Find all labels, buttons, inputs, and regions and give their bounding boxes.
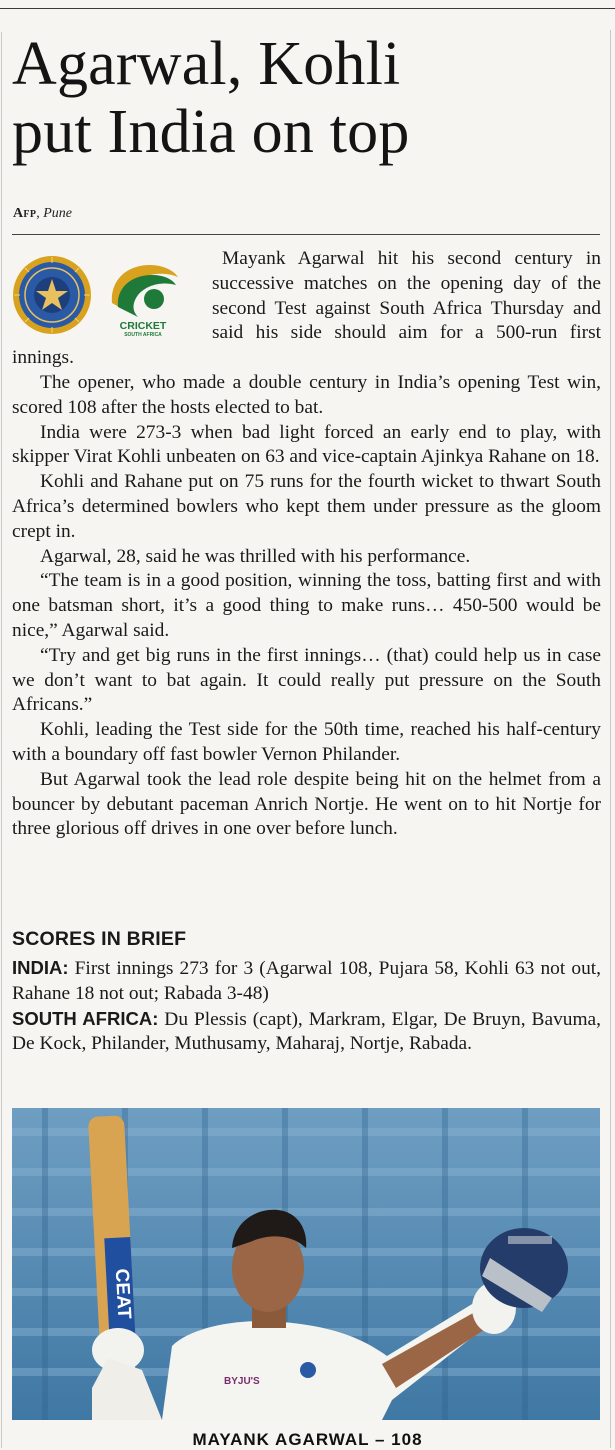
scores-heading: SCORES IN BRIEF bbox=[12, 928, 187, 950]
headline-line-2: put India on top bbox=[12, 98, 410, 166]
byline: Afp, Pune bbox=[13, 206, 72, 221]
photo-agarwal-celebrating bbox=[12, 1108, 600, 1420]
article-paragraph-9: But Agarwal took the lead role despite being hit on the helmet from a bouncer by debutant paceman Anrich Nortje. He went on to hit Nortje for three glorious off drives in one over before lunch. bbox=[12, 768, 601, 840]
bat-brand-label: CEAT bbox=[110, 1268, 135, 1320]
scores-sa-text: Du Plessis (capt), Markram, Elgar, De Bruyn, Bavuma, De Kock, Philander, Muthusamy, Maharaj, Nortje, Rabada. bbox=[12, 1008, 601, 1055]
scores-sa-label: SOUTH AFRICA: bbox=[12, 1007, 159, 1029]
scores-india bbox=[12, 956, 601, 1007]
article-paragraph-2: The opener, who made a double century in India’s opening Test win, scored 108 after the hosts elected to bat. bbox=[12, 371, 601, 418]
shirt-sponsor-label: BYJU'S bbox=[224, 1376, 260, 1387]
csa-wordmark: CRICKET bbox=[119, 320, 167, 332]
article-paragraph-7: “Try and get big runs in the first innings… (that) could help us in case we don’t want to bat again. It could really put pressure on the South Africans.” bbox=[12, 644, 601, 716]
top-rule bbox=[0, 8, 615, 9]
photo-caption: MAYANK AGARWAL – 108 bbox=[192, 1430, 423, 1449]
scores-india-text: First innings 273 for 3 (Agarwal 108, Pujara 58, Kohli 63 not out, Rahane 18 not out; Rabada 3-48) bbox=[12, 958, 601, 1004]
article-paragraph-8: Kohli, leading the Test side for the 50th time, reached his half-century with a boundary off fast bowler Vernon Philander. bbox=[12, 719, 601, 765]
headline-line-1: Agarwal, Kohli bbox=[12, 30, 401, 98]
scores-in-brief bbox=[12, 956, 601, 1057]
article-paragraph-1: Mayank Agarwal hit his second century in successive matches on the opening day of the second Test against South Africa Thursday and said his side should aim for a 500-run first innings. bbox=[12, 248, 601, 369]
byline-city: Pune bbox=[43, 206, 72, 221]
column-rule-left bbox=[1, 32, 2, 1448]
scores-india-label: INDIA: bbox=[12, 957, 69, 978]
article-paragraph-4: Kohli and Rahane put on 75 runs for the fourth wicket to thwart South Africa’s determined bowlers who kept them under pressure as the gloom crept in. bbox=[12, 471, 601, 542]
bcci-logo-icon bbox=[12, 255, 92, 335]
column-rule-right bbox=[610, 30, 611, 1448]
scores-south-africa bbox=[12, 1007, 601, 1058]
article-paragraph-3: India were 273-3 when bad light forced an early end to play, with skipper Virat Kohli unbeaten on 63 and vice-captain Ajinkya Rahane on 18. bbox=[12, 421, 601, 468]
cricket-south-africa-logo-icon bbox=[104, 255, 182, 337]
team-logos bbox=[12, 253, 190, 339]
csa-subtitle: SOUTH AFRICA bbox=[124, 332, 162, 337]
byline-rule bbox=[12, 234, 600, 235]
headline bbox=[12, 30, 604, 166]
article-paragraph-5: Agarwal, 28, said he was thrilled with his performance. bbox=[40, 545, 471, 567]
byline-agency: Afp bbox=[13, 206, 37, 221]
article-paragraph-6: “The team is in a good position, winning the toss, batting first and with one batsman short, it’s a good thing to make runs… 450-500 would be nice,” Agarwal said. bbox=[12, 570, 601, 641]
